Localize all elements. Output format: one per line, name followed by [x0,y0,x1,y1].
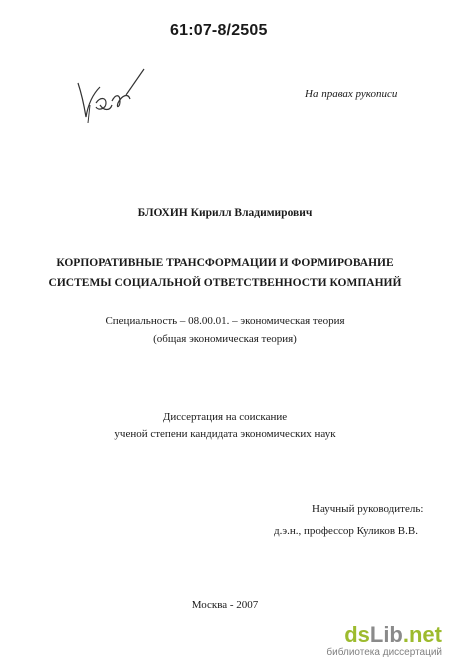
dissertation-title-line-1: КОРПОРАТИВНЫЕ ТРАНСФОРМАЦИИ И ФОРМИРОВАНИЕ [56,257,394,269]
handwritten-signature [70,65,150,130]
specialty-line: Специальность – 08.00.01. – экономическая теория [105,315,345,327]
dissertation-type-line-1: Диссертация на соискание [162,411,288,423]
specialty-subline: (общая экономическая теория) [153,333,297,345]
dslib-logo [326,624,442,646]
supervisor-label: Научный руководитель: [312,503,424,515]
logo-lib: Lib [369,622,403,647]
document-code: 61:07-8/2505 [170,22,268,39]
city-year: Москва - 2007 [191,599,259,611]
supervisor-name: д.э.н., профессор Куликов В.В. [274,525,418,537]
author-name: БЛОХИН Кирилл Владимирович [137,207,313,219]
logo-net: .net [402,622,442,647]
rights-note: На правах рукописи [305,88,398,100]
dissertation-title-line-2: СИСТЕМЫ СОЦИАЛЬНОЙ ОТВЕТСТВЕННОСТИ КОМПАНИЙ [48,277,402,289]
dslib-watermark [326,624,442,658]
watermark-subtitle: библиотека диссертаций [326,647,442,658]
logo-ds: ds [344,622,370,647]
dissertation-type-line-2: ученой степени кандидата экономических наук [114,428,336,440]
